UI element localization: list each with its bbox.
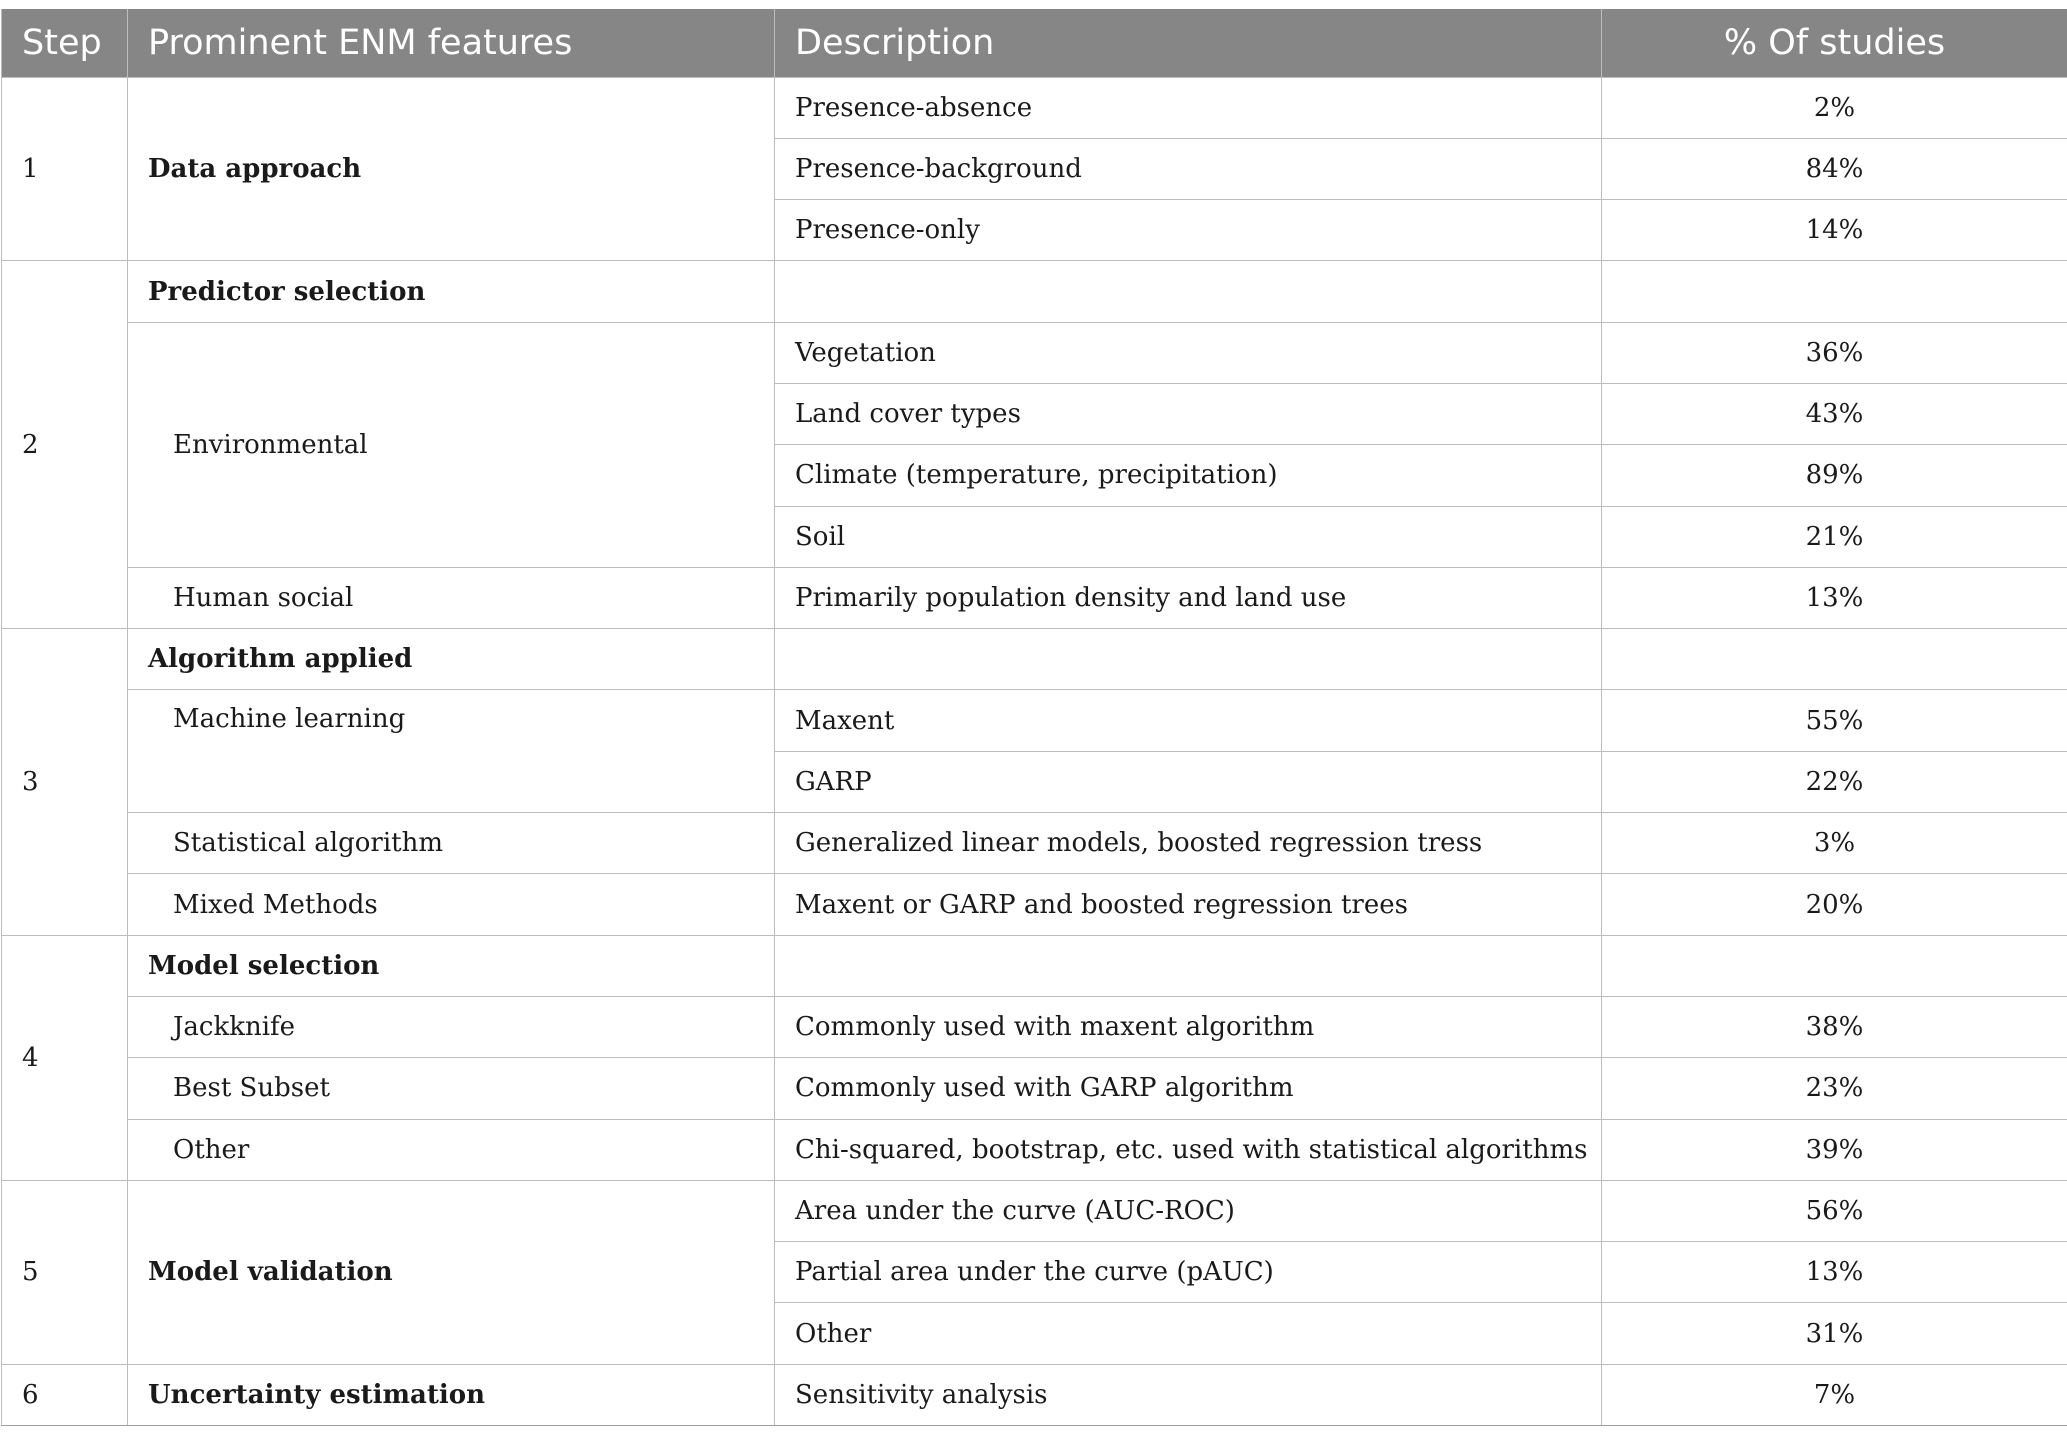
description-cell: Commonly used with GARP algorithm: [775, 1058, 1602, 1119]
description-cell: Climate (temperature, precipitation): [775, 445, 1602, 506]
pct-cell: 22%: [1602, 751, 2067, 812]
pct-cell: 89%: [1602, 445, 2067, 506]
feature-cell: Human social: [128, 567, 775, 628]
table-row: [2, 1180, 2067, 1241]
description-cell: Area under the curve (AUC-ROC): [775, 1180, 1602, 1241]
feature-cell: Machine learning: [128, 690, 775, 813]
pct-cell: 31%: [1602, 1303, 2067, 1364]
pct-cell: 2%: [1602, 77, 2067, 138]
pct-cell: 13%: [1602, 1242, 2067, 1303]
description-cell: Maxent: [775, 690, 1602, 751]
description-cell: Soil: [775, 506, 1602, 567]
feature-cell: Predictor selection: [128, 261, 775, 322]
feature-cell: Mixed Methods: [128, 874, 775, 935]
description-cell: Maxent or GARP and boosted regression trees: [775, 874, 1602, 935]
table-row: [2, 1119, 2067, 1180]
pct-cell: 84%: [1602, 138, 2067, 199]
pct-cell: 13%: [1602, 567, 2067, 628]
feature-cell: Jackknife: [128, 996, 775, 1057]
description-cell: Generalized linear models, boosted regression tress: [775, 813, 1602, 874]
pct-cell: 3%: [1602, 813, 2067, 874]
table-row: [2, 322, 2067, 383]
description-cell: Land cover types: [775, 383, 1602, 444]
enm-features-table: [1, 9, 2067, 1426]
table-row: [2, 261, 2067, 322]
description-cell: Other: [775, 1303, 1602, 1364]
pct-cell: 56%: [1602, 1180, 2067, 1241]
feature-cell: Statistical algorithm: [128, 813, 775, 874]
feature-cell: Data approach: [128, 77, 775, 261]
description-cell: Partial area under the curve (pAUC): [775, 1242, 1602, 1303]
description-cell: Chi-squared, bootstrap, etc. used with statistical algorithms: [775, 1119, 1602, 1180]
step-cell: 2: [2, 261, 128, 629]
pct-cell: [1602, 935, 2067, 996]
step-cell: 4: [2, 935, 128, 1180]
table-row: [2, 567, 2067, 628]
feature-cell: Model selection: [128, 935, 775, 996]
feature-cell: Environmental: [128, 322, 775, 567]
table-row: [2, 77, 2067, 138]
pct-cell: [1602, 261, 2067, 322]
feature-cell: Model validation: [128, 1180, 775, 1364]
step-cell: 5: [2, 1180, 128, 1364]
header-row: [2, 9, 2067, 77]
pct-cell: 21%: [1602, 506, 2067, 567]
step-cell: 3: [2, 629, 128, 935]
table-row: [2, 813, 2067, 874]
description-cell: Presence-only: [775, 200, 1602, 261]
pct-cell: 23%: [1602, 1058, 2067, 1119]
table-row: [2, 1364, 2067, 1425]
table-row: [2, 690, 2067, 751]
pct-cell: 36%: [1602, 322, 2067, 383]
table-row: [2, 874, 2067, 935]
pct-cell: [1602, 629, 2067, 690]
description-cell: Primarily population density and land use: [775, 567, 1602, 628]
step-cell: 1: [2, 77, 128, 261]
header-pct: % Of studies: [1602, 9, 2067, 77]
feature-cell: Uncertainty estimation: [128, 1364, 775, 1425]
table-row: [2, 629, 2067, 690]
description-cell: Presence-absence: [775, 77, 1602, 138]
pct-cell: 7%: [1602, 1364, 2067, 1425]
description-cell: [775, 261, 1602, 322]
feature-cell: Best Subset: [128, 1058, 775, 1119]
description-cell: Commonly used with maxent algorithm: [775, 996, 1602, 1057]
description-cell: [775, 935, 1602, 996]
pct-cell: 39%: [1602, 1119, 2067, 1180]
table-row: [2, 996, 2067, 1057]
description-cell: [775, 629, 1602, 690]
description-cell: Sensitivity analysis: [775, 1364, 1602, 1425]
pct-cell: 38%: [1602, 996, 2067, 1057]
description-cell: Presence-background: [775, 138, 1602, 199]
pct-cell: 55%: [1602, 690, 2067, 751]
header-feature: Prominent ENM features: [128, 9, 775, 77]
pct-cell: 43%: [1602, 383, 2067, 444]
header-step: Step: [2, 9, 128, 77]
table-row: [2, 1058, 2067, 1119]
table-row: [2, 935, 2067, 996]
header-description: Description: [775, 9, 1602, 77]
pct-cell: 20%: [1602, 874, 2067, 935]
pct-cell: 14%: [1602, 200, 2067, 261]
description-cell: GARP: [775, 751, 1602, 812]
feature-cell: Algorithm applied: [128, 629, 775, 690]
feature-cell: Other: [128, 1119, 775, 1180]
description-cell: Vegetation: [775, 322, 1602, 383]
step-cell: 6: [2, 1364, 128, 1425]
